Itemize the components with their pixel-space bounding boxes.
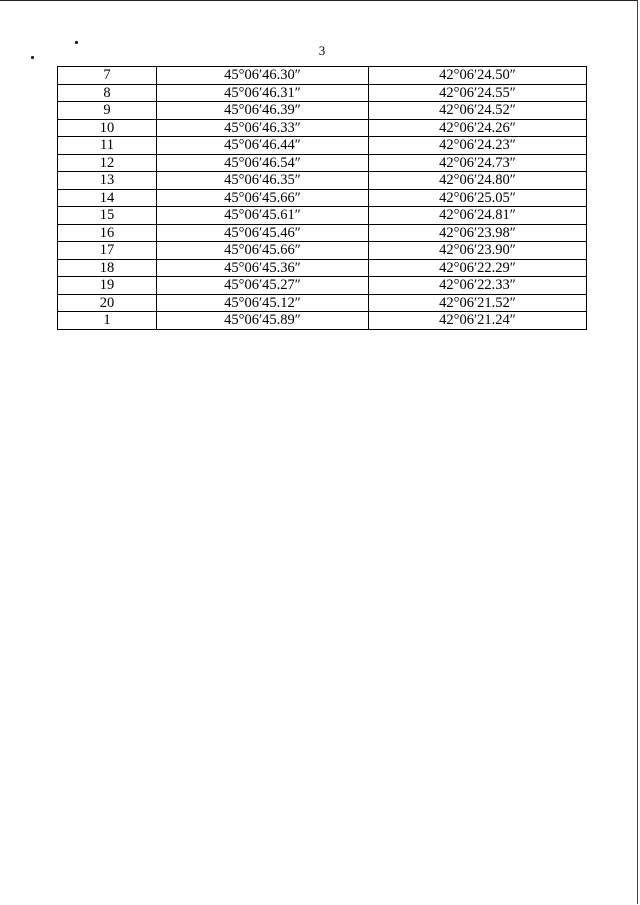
longitude-cell: 42°06′24.81″ [369, 207, 587, 225]
table-row [58, 207, 587, 225]
latitude-cell: 45°06′46.33″ [157, 119, 369, 137]
table-row [58, 277, 587, 295]
longitude-cell: 42°06′23.98″ [369, 224, 587, 242]
longitude-cell: 42°06′22.33″ [369, 277, 587, 295]
point-number-cell: 11 [58, 137, 157, 155]
table-row [58, 294, 587, 312]
table-row [58, 242, 587, 260]
longitude-cell: 42°06′21.52″ [369, 294, 587, 312]
point-number-cell: 16 [58, 224, 157, 242]
point-number-cell: 19 [58, 277, 157, 295]
latitude-cell: 45°06′46.30″ [157, 67, 369, 85]
longitude-cell: 42°06′24.52″ [369, 102, 587, 120]
coordinates-table-body [58, 67, 587, 330]
table-row [58, 137, 587, 155]
point-number-cell: 9 [58, 102, 157, 120]
latitude-cell: 45°06′45.66″ [157, 242, 369, 260]
latitude-cell: 45°06′45.46″ [157, 224, 369, 242]
longitude-cell: 42°06′24.73″ [369, 154, 587, 172]
latitude-cell: 45°06′46.35″ [157, 172, 369, 190]
table-row [58, 189, 587, 207]
point-number-cell: 7 [58, 67, 157, 85]
latitude-cell: 45°06′45.66″ [157, 189, 369, 207]
longitude-cell: 42°06′23.90″ [369, 242, 587, 260]
point-number-cell: 12 [58, 154, 157, 172]
table-row [58, 84, 587, 102]
longitude-cell: 42°06′24.23″ [369, 137, 587, 155]
latitude-cell: 45°06′45.12″ [157, 294, 369, 312]
table-row [58, 67, 587, 85]
longitude-cell: 42°06′24.55″ [369, 84, 587, 102]
longitude-cell: 42°06′24.80″ [369, 172, 587, 190]
table-row [58, 259, 587, 277]
latitude-cell: 45°06′46.44″ [157, 137, 369, 155]
point-number-cell: 17 [58, 242, 157, 260]
point-number-cell: 18 [58, 259, 157, 277]
longitude-cell: 42°06′22.29″ [369, 259, 587, 277]
table-row [58, 312, 587, 330]
longitude-cell: 42°06′21.24″ [369, 312, 587, 330]
latitude-cell: 45°06′45.61″ [157, 207, 369, 225]
coordinates-table [57, 66, 587, 330]
table-row [58, 224, 587, 242]
table-row [58, 102, 587, 120]
point-number-cell: 1 [58, 312, 157, 330]
point-number-cell: 10 [58, 119, 157, 137]
scan-speck [75, 41, 78, 44]
page-number: 3 [318, 43, 326, 58]
table-row [58, 154, 587, 172]
point-number-cell: 20 [58, 294, 157, 312]
latitude-cell: 45°06′45.36″ [157, 259, 369, 277]
point-number-cell: 15 [58, 207, 157, 225]
longitude-cell: 42°06′24.26″ [369, 119, 587, 137]
point-number-cell: 14 [58, 189, 157, 207]
longitude-cell: 42°06′25.05″ [369, 189, 587, 207]
latitude-cell: 45°06′45.89″ [157, 312, 369, 330]
latitude-cell: 45°06′46.54″ [157, 154, 369, 172]
latitude-cell: 45°06′46.31″ [157, 84, 369, 102]
longitude-cell: 42°06′24.50″ [369, 67, 587, 85]
latitude-cell: 45°06′45.27″ [157, 277, 369, 295]
point-number-cell: 13 [58, 172, 157, 190]
latitude-cell: 45°06′46.39″ [157, 102, 369, 120]
table-row [58, 119, 587, 137]
point-number-cell: 8 [58, 84, 157, 102]
scan-speck [31, 56, 34, 59]
table-row [58, 172, 587, 190]
